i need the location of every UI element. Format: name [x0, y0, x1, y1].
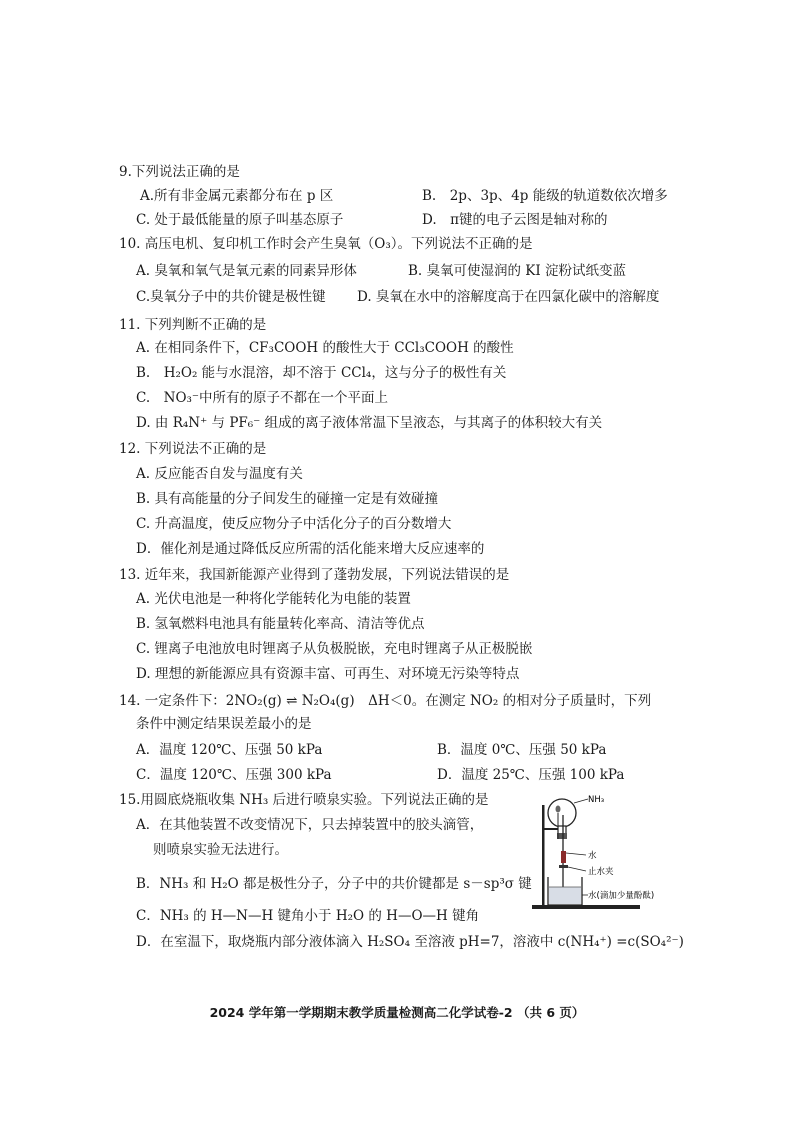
- q12-option-b: B. 具有高能量的分子间发生的碰撞一定是有效碰撞: [136, 491, 439, 507]
- q9-option-b: B. 2p、3p、4p 能级的轨道数依次增多: [422, 188, 668, 204]
- q15-option-a-continued: 则喷泉实验无法进行。: [153, 842, 288, 858]
- rubber-tube: [561, 851, 566, 863]
- q14-stem-continued: 条件中测定结果误差最小的是: [136, 716, 312, 732]
- q15-option-c: C．NH₃ 的 H—N—H 键角小于 H₂O 的 H—O—H 键角: [136, 908, 480, 924]
- q10-stem: 10. 高压电机、复印机工作时会产生臭氧（O₃）。下列说法不正确的是: [119, 236, 533, 252]
- q11-option-a: A. 在相同条件下，CF₃COOH 的酸性大于 CCl₃COOH 的酸性: [136, 340, 514, 356]
- q9-stem: 9.下列说法正确的是: [119, 164, 240, 180]
- q15-option-a: A．在其他装置不改变情况下，只去掉装置中的胶头滴管，: [136, 817, 484, 833]
- stand-rod: [542, 805, 545, 905]
- q11-stem: 11. 下列判断不正确的是: [119, 317, 267, 333]
- q15-option-b: B．NH₃ 和 H₂O 都是极性分子，分子中的共价键都是 s－sp³σ 键: [136, 876, 532, 892]
- pinch-clamp: [559, 865, 568, 868]
- q13-stem: 13. 近年来，我国新能源产业得到了蓬勃发展，下列说法错误的是: [119, 567, 510, 583]
- label-nh3: NH₃: [588, 795, 605, 805]
- q13-option-d: D. 理想的新能源应具有资源丰富、可再生、对环境无污染等特点: [136, 666, 520, 682]
- page-footer: 2024 学年第一学期期末教学质量检测高二化学试卷-2 （共 6 页）: [209, 1005, 585, 1020]
- q9-option-d: D. π键的电子云图是轴对称的: [422, 212, 608, 228]
- q10-option-b: B. 臭氧可使湿润的 KI 淀粉试纸变蓝: [408, 263, 627, 279]
- apparatus-diagram: [528, 795, 673, 915]
- q13-option-a: A. 光伏电池是一种将化学能转化为电能的装置: [136, 591, 411, 607]
- q14-option-d: D．温度 25℃、压强 100 kPa: [437, 767, 625, 783]
- label-water: 水: [588, 851, 597, 861]
- q14-option-b: B．温度 0℃、压强 50 kPa: [437, 742, 607, 758]
- q14-stem: 14. 一定条件下：2NO₂(g) ⇌ N₂O₄(g) ΔH＜0。在测定 NO₂ 的相对分子质量时，下列: [119, 693, 652, 709]
- label-pinch-clamp: 止水夹: [588, 867, 614, 877]
- q13-option-c: C. 锂离子电池放电时锂离子从负极脱嵌，充电时锂离子从正极脱嵌: [136, 641, 533, 657]
- leader-water: [566, 853, 586, 855]
- beaker-water: [549, 887, 581, 904]
- q9-option-c: C. 处于最低能量的原子叫基态原子: [136, 212, 344, 228]
- leader-nh3: [574, 799, 588, 803]
- q11-option-c: C. NO₃⁻中所有的原子不都在一个平面上: [136, 390, 389, 406]
- q12-option-a: A. 反应能否自发与温度有关: [136, 466, 303, 482]
- fountain-experiment-figure: [528, 795, 673, 915]
- dropper-bulb: [556, 806, 561, 813]
- q10-option-a: A. 臭氧和氧气是氧元素的同素异形体: [136, 263, 357, 279]
- q12-stem: 12. 下列说法不正确的是: [119, 441, 267, 457]
- q14-option-c: C．温度 120℃、压强 300 kPa: [136, 767, 332, 783]
- q13-option-b: B. 氢氧燃料电池具有能量转化率高、清洁等优点: [136, 616, 425, 632]
- label-beaker-water: 水(滴加少量酚酞): [588, 891, 655, 901]
- round-bottom-flask: [548, 799, 576, 827]
- q15-stem: 15.用圆底烧瓶收集 NH₃ 后进行喷泉实验。下列说法正确的是: [119, 792, 489, 808]
- q9-option-a: A.所有非金属元素都分布在 p 区: [140, 188, 334, 204]
- q12-option-d: D．催化剂是通过降低反应所需的活化能来增大反应速率的: [136, 541, 485, 557]
- q10-option-d: D. 臭氧在水中的溶解度高于在四氯化碳中的溶解度: [357, 289, 660, 305]
- q14-option-a: A．温度 120℃、压强 50 kPa: [136, 742, 323, 758]
- q12-option-c: C. 升高温度，使反应物分子中活化分子的百分数增大: [136, 516, 452, 532]
- q11-option-d: D. 由 R₄N⁺ 与 PF₆⁻ 组成的离子液体常温下呈液态，与其离子的体积较大有关: [136, 415, 603, 431]
- q15-option-d: D．在室温下，取烧瓶内部分液体滴入 H₂SO₄ 至溶液 pH=7，溶液中 c(NH₄⁺) =c(SO₄²⁻): [136, 934, 684, 950]
- q10-option-c: C.臭氧分子中的共价键是极性键: [136, 289, 326, 305]
- q11-option-b: B. H₂O₂ 能与水混溶，却不溶于 CCl₄，这与分子的极性有关: [136, 365, 507, 381]
- leader-clamp: [568, 867, 586, 871]
